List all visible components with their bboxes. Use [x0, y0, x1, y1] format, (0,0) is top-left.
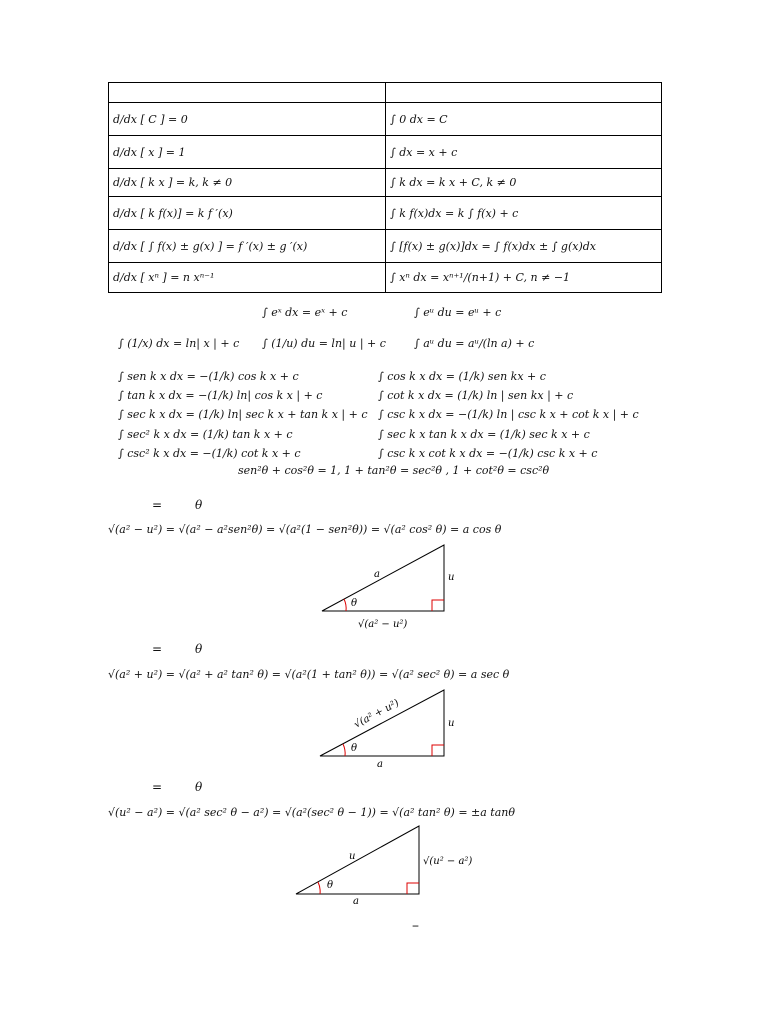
triangle-2-opp: u — [448, 718, 455, 729]
table-cell-left: d/dx [ C ] = 0 — [109, 103, 386, 136]
triangle-1-opp: u — [448, 572, 455, 583]
formula-inv-u: ∫ (1/u) du = ln| u | + c — [262, 337, 386, 350]
table-cell-right: ∫ xⁿ dx = xⁿ⁺¹/(n+1) + C, n ≠ −1 — [386, 263, 662, 293]
footer-mark: – — [412, 918, 419, 934]
triangle-3-angle: θ — [327, 880, 334, 891]
table-cell-right: ∫ k dx = k x + C, k ≠ 0 — [386, 169, 662, 197]
formula-csc2: ∫ csc² k x dx = −(1/k) cot k x + c — [118, 447, 301, 460]
triangle-2-adj: a — [377, 759, 383, 770]
table-cell-right: ∫ dx = x + c — [386, 136, 662, 169]
table-cell-left: d/dx [ k f(x)] = k f ′(x) — [109, 197, 386, 230]
formula-cos: ∫ cos k x dx = (1/k) sen kx + c — [378, 370, 546, 383]
trig-identities: sen²θ + cos²θ = 1, 1 + tan²θ = sec²θ , 1 + cot²θ = csc²θ — [238, 464, 550, 477]
formula-csc: ∫ csc k x dx = −(1/k) ln | csc k x + cot k x | + c — [378, 408, 639, 421]
section-3-equals: = — [152, 780, 163, 794]
formula-cot: ∫ cot k x dx = (1/k) ln | sen kx | + c — [378, 389, 574, 402]
table-cell-left: d/dx [ x ] = 1 — [109, 136, 386, 169]
table-cell-right: ∫ 0 dx = C — [386, 103, 662, 136]
table-cell-left: d/dx [ ∫ f(x) ± g(x) ] = f ′(x) ± g ′(x) — [109, 230, 386, 263]
table-cell-right: ∫ k f(x)dx = k ∫ f(x) + c — [386, 197, 662, 230]
triangle-1-angle: θ — [351, 598, 358, 609]
section-2-theta: θ — [195, 642, 203, 656]
section-1-theta: θ — [195, 498, 203, 512]
formula-sec: ∫ sec k x dx = (1/k) ln| sec k x + tan k x | + c — [118, 408, 368, 421]
formula-a-u: ∫ aᵘ du = aᵘ/(ln a) + c — [414, 337, 535, 350]
section-1-equals: = — [152, 498, 163, 512]
table-cell-left: d/dx [ xⁿ ] = n xⁿ⁻¹ — [109, 263, 386, 293]
formula-inv-x: ∫ (1/x) dx = ln| x | + c — [118, 337, 240, 350]
section-3-equation: √(u² − a²) = √(a² sec² θ − a²) = √(a²(sec² θ − 1)) = √(a² tan² θ) = ±a tanθ — [108, 806, 515, 819]
section-3-theta: θ — [195, 780, 203, 794]
triangle-3-adj: a — [353, 896, 359, 907]
formula-sen: ∫ sen k x dx = −(1/k) cos k x + c — [118, 370, 299, 383]
section-2-equals: = — [152, 642, 163, 656]
formula-exp-u: ∫ eᵘ du = eᵘ + c — [414, 306, 502, 319]
section-2-equation: √(a² + u²) = √(a² + a² tan² θ) = √(a²(1 + tan² θ)) = √(a² sec² θ) = a sec θ — [108, 668, 510, 681]
triangle-3-opp: √(u² − a²) — [423, 856, 473, 867]
formula-sec2: ∫ sec² k x dx = (1/k) tan k x + c — [118, 428, 293, 441]
triangle-1-adj: √(a² − u²) — [358, 619, 408, 630]
triangle-3-hyp: u — [349, 851, 356, 862]
table-cell-left: d/dx [ k x ] = k, k ≠ 0 — [109, 169, 386, 197]
formula-csccot: ∫ csc k x cot k x dx = −(1/k) csc k x + c — [378, 447, 598, 460]
table-cell-right: ∫ [f(x) ± g(x)]dx = ∫ f(x)dx ± ∫ g(x)dx — [386, 230, 662, 263]
triangle-2-hyp: √(a² + u²) — [352, 697, 401, 731]
formula-exp-x: ∫ eˣ dx = eˣ + c — [262, 306, 348, 319]
formula-sectan: ∫ sec k x tan k x dx = (1/k) sec k x + c — [378, 428, 590, 441]
section-1-equation: √(a² − u²) = √(a² − a²sen²θ) = √(a²(1 − sen²θ)) = √(a² cos² θ) = a cos θ — [108, 523, 502, 536]
triangle-2-angle: θ — [351, 743, 358, 754]
formula-tan: ∫ tan k x dx = −(1/k) ln| cos k x | + c — [118, 389, 323, 402]
triangle-1-hyp: a — [374, 569, 380, 580]
